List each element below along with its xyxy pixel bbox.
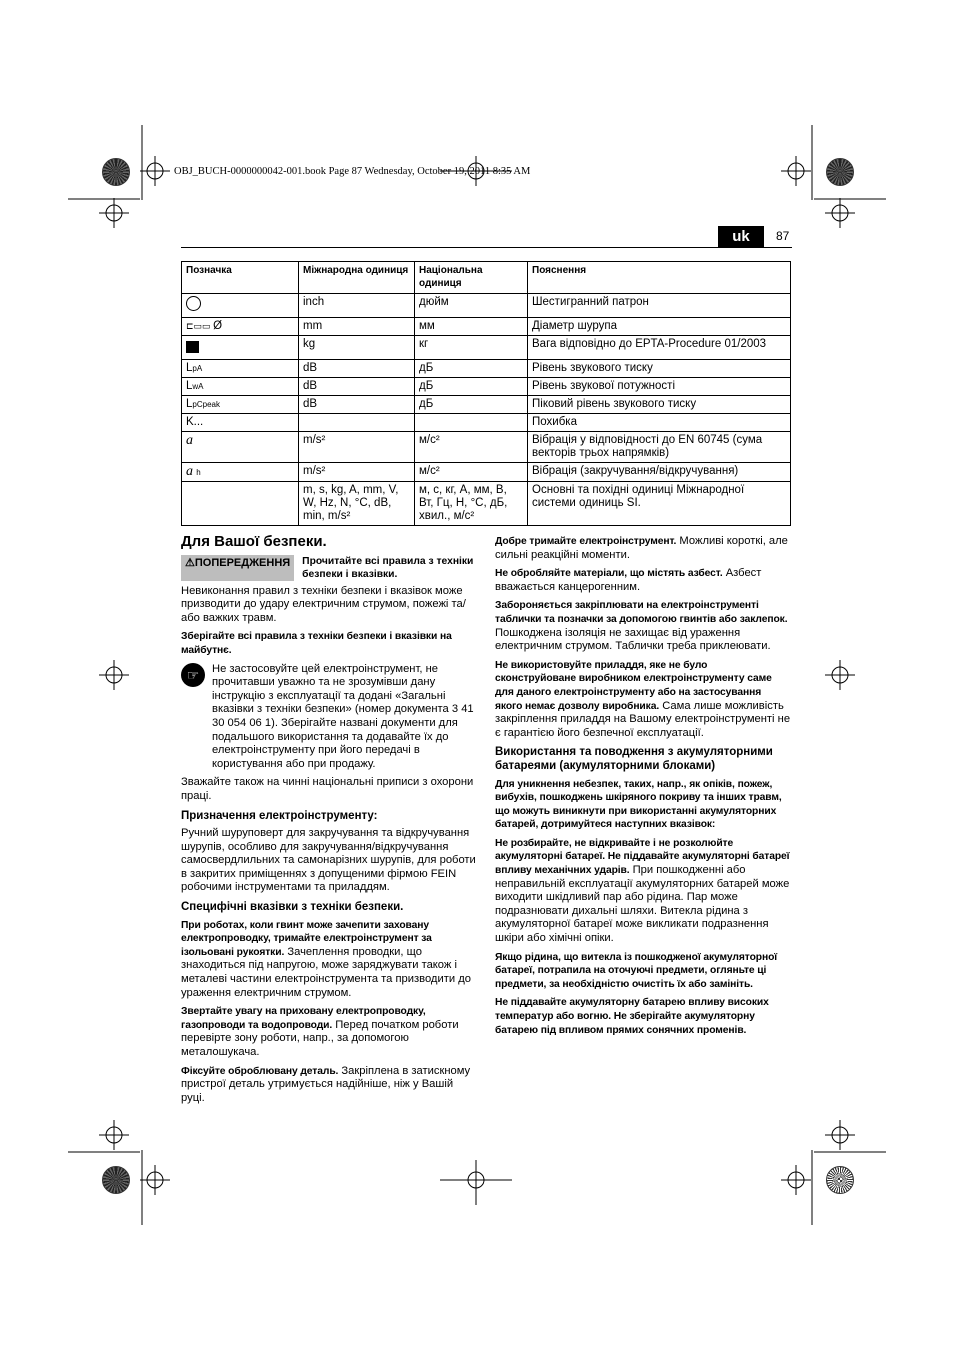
table-row bbox=[182, 360, 791, 378]
paragraph: Забороняється закріплювати на електроінструменті таблички та позначки за допомогою гвинтів або заклепок. Пошкоджена ізоляція не захищає від ураження електричним струмом. Таблички треба приклеювати. bbox=[495, 600, 788, 653]
paragraph: Не обробляйте матеріали, що містять азбест. Азбест вважається канцерогенним. bbox=[495, 567, 762, 593]
nat-cell: м/с² bbox=[415, 432, 528, 463]
screw-icon: ⊏▭▭ bbox=[186, 321, 214, 331]
table-row bbox=[182, 414, 791, 432]
symbol-cell: K... bbox=[182, 414, 299, 432]
intl-cell: m, s, kg, A, mm, V, W, Hz, N, °C, dB, min, m/s² bbox=[299, 482, 415, 526]
paragraph: Добре тримайте електроінструмент. Можливі короткі, але сильні реакційні моменти. bbox=[495, 535, 788, 561]
desc-cell: Вага відповідно до EPTA-Procedure 01/2003 bbox=[528, 336, 791, 360]
left-column bbox=[181, 535, 476, 1110]
paragraph: Не розбирайте, не відкривайте і не розколюйте акумуляторні батареї. Не піддавайте акумуляторні батареї впливу механічних ударів. При пошкодженні або неправильній експлуатації акумуляторних батарей може виходити шкідливий пар або рідина. Пар може подразнювати дихальні шляхи. Витекла рідина з акумуляторної батареї може викликати подразнення шкіри або хімічні опіки. bbox=[495, 837, 790, 945]
read-manual-paragraph: ☞ Не застосовуйте цей електроінструмент, не прочитавши уважно та не зрозумівши дану інструкцію з експлуатації та додані «Загальні вказівки з техніки безпеки» (номер документа 3 41 30 054 06 1). Зберігайте названі документи для подальшого використання та додавайте їх до електроінструменту при його передачі в користування або при продажу. bbox=[181, 663, 476, 772]
desc-cell: Рівень звукової потужності bbox=[528, 378, 791, 396]
table-row bbox=[182, 463, 791, 482]
weight-icon bbox=[186, 341, 199, 353]
nat-cell: м, с, кг, А, мм, В, Вт, Гц, Н, °C, дБ, хвил., м/с² bbox=[415, 482, 528, 526]
header-desc: Пояснення bbox=[528, 262, 791, 294]
subheading-battery: Використання та поводження з акумуляторними батареями (акумуляторними блоками) bbox=[495, 746, 773, 772]
read-manual-icon: ☞ bbox=[181, 663, 205, 687]
symbol-cell: ⊏▭▭ Ø bbox=[182, 318, 299, 336]
table-row bbox=[182, 336, 791, 360]
desc-cell: Шестигранний патрон bbox=[528, 294, 791, 318]
warning-text: Прочитайте всі правила з техніки безпеки і вказівки. bbox=[302, 555, 474, 580]
nat-cell: дюйм bbox=[415, 294, 528, 318]
header-symbol: Позначка bbox=[182, 262, 299, 294]
intl-cell: inch bbox=[299, 294, 415, 318]
table-row bbox=[182, 378, 791, 396]
nat-cell bbox=[415, 414, 528, 432]
paragraph: При роботах, коли гвинт може зачепити заховану електропроводку, тримайте електроінструмент за ізольовані рукоятки. Зачеплення проводки, що знаходиться під напругою, може заряджувати також і металеві частини електроінструмента та призводити до ураження електричним струмом. bbox=[181, 919, 471, 999]
table-header-row bbox=[182, 262, 791, 294]
intl-cell: m/s² bbox=[299, 463, 415, 482]
nat-cell: мм bbox=[415, 318, 528, 336]
symbol-cell: LpA bbox=[182, 360, 299, 378]
warning-badge: ⚠ПОПЕРЕДЖЕННЯ bbox=[181, 555, 294, 581]
intl-cell: mm bbox=[299, 318, 415, 336]
paragraph-bold: Зберігайте всі правила з техніки безпеки і вказівки на майбутнє. bbox=[181, 631, 452, 656]
intl-cell: dB bbox=[299, 396, 415, 414]
header-rule bbox=[181, 247, 792, 248]
language-badge: uk bbox=[718, 226, 764, 247]
paragraph: Зважайте також на чинні національні приписи з охорони праці. bbox=[181, 776, 474, 802]
symbol-cell: a h bbox=[182, 463, 299, 482]
header-nat: Національна одиниця bbox=[415, 262, 528, 294]
symbol-cell bbox=[182, 482, 299, 526]
warning-block bbox=[181, 555, 476, 581]
intl-cell bbox=[299, 414, 415, 432]
page-number: 87 bbox=[776, 229, 790, 243]
print-info: OBJ_BUCH-0000000042-001.book Page 87 Wednesday, October 19, 2011 8:35 AM bbox=[174, 166, 531, 177]
paragraph: Ручний шуруповерт для закручування та відкручування шурупів, особливо для закручування/відкручування самосвердлильних та самонарізних шурупів, для роботи в закритих приміщеннях з допущеними фірмою FEIN робочими інструментами та приладдям. bbox=[181, 827, 476, 894]
table-row bbox=[182, 396, 791, 414]
table-row bbox=[182, 432, 791, 463]
desc-cell: Вібрація у відповідності до EN 60745 (сума векторів трьох напрямків) bbox=[528, 432, 791, 463]
paragraph-bold: Для уникнення небезпек, таких, напр., як опіків, пожеж, вибухів, пошкоджень шкіряного покриву та інших травм, що можуть виникнути при використанні акумуляторних батарей, дотримуйтеся наступних вказівок: bbox=[495, 778, 782, 831]
nat-cell: дБ bbox=[415, 396, 528, 414]
subheading-specific: Специфічні вказівки з техніки безпеки. bbox=[181, 901, 404, 914]
nat-cell: кг bbox=[415, 336, 528, 360]
desc-cell: Рівень звукового тиску bbox=[528, 360, 791, 378]
paragraph-bold: Якщо рідина, що витекла із пошкодженої акумуляторної батареї, потрапила на оточуючі предмети, огляньте ці предмети, за необхідністю очистіть їх або замініть. bbox=[495, 951, 778, 990]
intl-cell: dB bbox=[299, 360, 415, 378]
hex-chuck-icon bbox=[186, 296, 201, 311]
section-title: Для Вашої безпеки. bbox=[181, 533, 327, 550]
symbol-cell: a bbox=[182, 432, 299, 463]
nat-cell: дБ bbox=[415, 378, 528, 396]
header-intl: Міжнародна одиниця bbox=[299, 262, 415, 294]
desc-cell: Діаметр шурупа bbox=[528, 318, 791, 336]
symbol-cell: LpCpeak bbox=[182, 396, 299, 414]
table-row bbox=[182, 318, 791, 336]
paragraph: Звертайте увагу на приховану електропроводку, газопроводи та водопроводи. Перед початком роботи перевірте зону роботи, напр., за допомогою металошукача. bbox=[181, 1006, 459, 1058]
paragraph: Не використовуйте приладдя, яке не було сконструйоване виробником електроінструменту саме для даного електроінструменту або на застосування якого немає дозволу виробника. Сама лише можливість закріплення приладдя на Вашому електроінструменті не є гарантією його безпечної експлуатації. bbox=[495, 659, 791, 739]
symbol-cell bbox=[182, 294, 299, 318]
table-row bbox=[182, 482, 791, 526]
nat-cell: дБ bbox=[415, 360, 528, 378]
symbol-cell bbox=[182, 336, 299, 360]
symbol-cell: LwA bbox=[182, 378, 299, 396]
desc-cell: Піковий рівень звукового тиску bbox=[528, 396, 791, 414]
nat-cell: м/с² bbox=[415, 463, 528, 482]
right-column bbox=[495, 535, 791, 1042]
desc-cell: Вібрація (закручування/відкручування) bbox=[528, 463, 791, 482]
table-row bbox=[182, 294, 791, 318]
intl-cell: m/s² bbox=[299, 432, 415, 463]
units-table bbox=[181, 261, 791, 526]
paragraph: Невиконання правил з техніки безпеки і вказівок може призводити до удару електричним струмом, пожежі та/або важких травм. bbox=[181, 584, 466, 624]
desc-cell: Основні та похідні одиниці Міжнародної системи одиниць SI. bbox=[528, 482, 791, 526]
paragraph-bold: Не піддавайте акумуляторну батарею впливу високих температур або вогню. Не зберігайте акумуляторну батарею під впливом прямих сонячних променів. bbox=[495, 997, 769, 1036]
intl-cell: dB bbox=[299, 378, 415, 396]
intl-cell: kg bbox=[299, 336, 415, 360]
paragraph: Фіксуйте оброблювану деталь. Закріплена в затискному пристрої деталь утримується надійніше, ніж у Вашій руці. bbox=[181, 1064, 471, 1104]
subheading-purpose: Призначення електроінструменту: bbox=[181, 809, 378, 822]
desc-cell: Похибка bbox=[528, 414, 791, 432]
